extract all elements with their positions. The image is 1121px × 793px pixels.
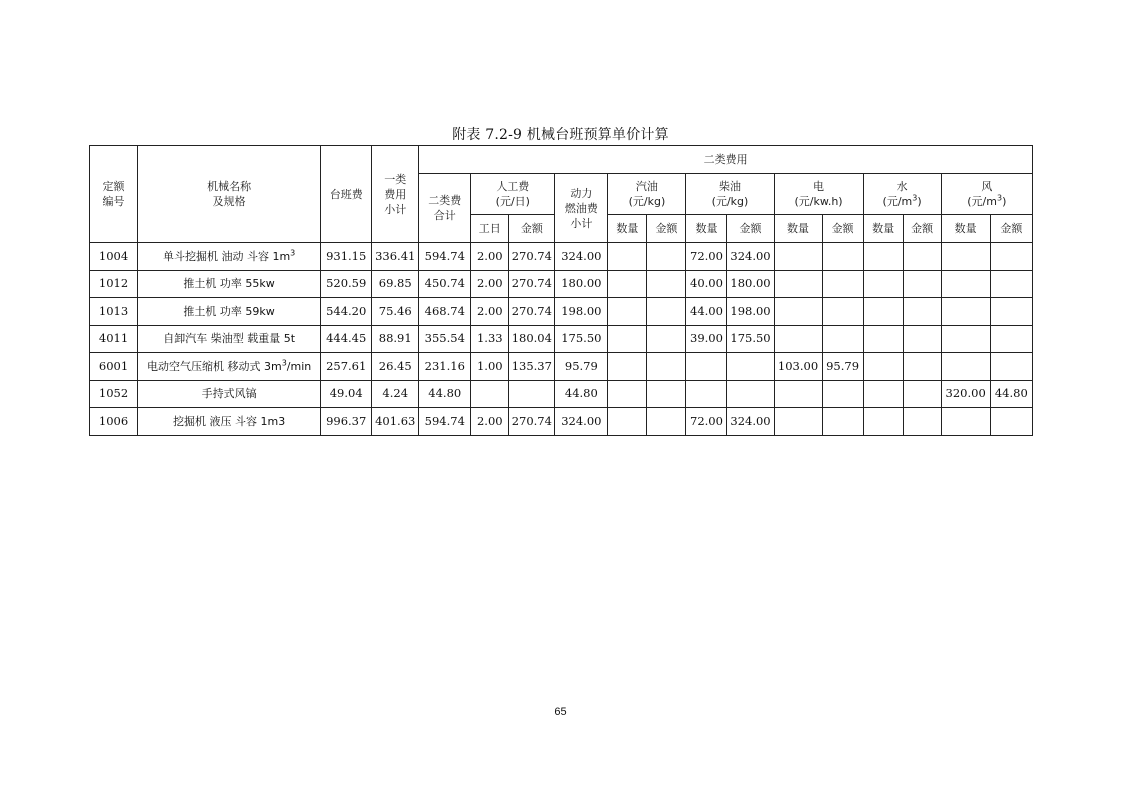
header-elec-amount: 金额 [822,215,863,243]
cell-code: 1013 [90,298,138,326]
cell-code: 1052 [90,380,138,408]
cell-fuel-subtotal: 180.00 [555,270,608,298]
cell-class1-subtotal: 88.91 [372,325,419,353]
cell-class1-subtotal: 4.24 [372,380,419,408]
cell-labor-workday: 1.00 [471,353,509,381]
machine-shift-budget-table [89,145,1033,436]
cell-class1-subtotal: 336.41 [372,243,419,271]
cell-elec-amount [822,408,863,436]
cell-wind-amount [990,408,1032,436]
cell-water-amount [903,243,941,271]
cell-diesel-amount: 180.00 [727,270,774,298]
header-code: 定额 编号 [90,146,138,243]
cell-name: 推土机 功率 55kw [138,270,321,298]
header-labor: 人工费 (元/日) [471,174,555,215]
cell-name: 手持式风镐 [138,380,321,408]
header-water-qty: 数量 [863,215,903,243]
header-gasoline-qty: 数量 [608,215,647,243]
cell-elec-amount [822,243,863,271]
cell-wind-qty [941,353,990,381]
cell-elec-amount [822,325,863,353]
header-row-1 [90,146,1033,174]
cell-water-qty [863,325,903,353]
cell-elec-qty [774,298,822,326]
cell-diesel-qty: 40.00 [686,270,727,298]
cell-gasoline-qty [608,408,647,436]
cell-diesel-amount: 324.00 [727,243,774,271]
cell-diesel-amount [727,380,774,408]
cell-diesel-qty: 72.00 [686,243,727,271]
cell-name: 电动空气压缩机 移动式 $3m^3/\min$ [138,353,321,381]
cell-shift-fee: 520.59 [321,270,372,298]
cell-class2-total: 450.74 [419,270,471,298]
cell-water-qty [863,380,903,408]
cell-elec-amount [822,270,863,298]
header-fuel-subtotal: 动力 燃油费 小计 [555,174,608,243]
cell-water-qty [863,298,903,326]
cell-class2-total: 468.74 [419,298,471,326]
cell-labor-workday [471,380,509,408]
cell-diesel-amount: 324.00 [727,408,774,436]
cell-class1-subtotal: 69.85 [372,270,419,298]
cell-class1-subtotal: 401.63 [372,408,419,436]
cell-shift-fee: 257.61 [321,353,372,381]
cell-elec-amount [822,298,863,326]
cell-code: 1006 [90,408,138,436]
cell-gasoline-qty [608,243,647,271]
cell-fuel-subtotal: 44.80 [555,380,608,408]
cell-diesel-qty [686,353,727,381]
cell-wind-qty [941,325,990,353]
header-diesel-qty: 数量 [686,215,727,243]
cell-gasoline-qty [608,325,647,353]
header-shift-fee: 台班费 [321,146,372,243]
cell-water-qty [863,270,903,298]
cell-diesel-qty: 39.00 [686,325,727,353]
cell-gasoline-amount [647,270,686,298]
table-row [90,380,1033,408]
table-row [90,353,1033,381]
cell-elec-qty [774,380,822,408]
cell-elec-qty [774,325,822,353]
cell-labor-amount: 270.74 [509,270,555,298]
header-gasoline: 汽油 (元/kg) [608,174,686,215]
cell-wind-qty [941,408,990,436]
header-water: 水 (元$/m^3$) [863,174,941,215]
cell-elec-qty [774,408,822,436]
cell-class2-total: 594.74 [419,243,471,271]
cell-labor-workday: 2.00 [471,408,509,436]
table-row [90,298,1033,326]
cell-elec-qty [774,270,822,298]
cell-name: 单斗挖掘机 油动 斗容 $1m^3$ [138,243,321,271]
cell-fuel-subtotal: 198.00 [555,298,608,326]
cell-wind-qty [941,298,990,326]
cell-class2-total: 231.16 [419,353,471,381]
cell-water-amount [903,298,941,326]
cell-name: 挖掘机 液压 斗容 1m3 [138,408,321,436]
cell-water-amount [903,353,941,381]
cell-shift-fee: 444.45 [321,325,372,353]
cell-elec-amount [822,380,863,408]
cell-water-qty [863,408,903,436]
cell-labor-workday: 2.00 [471,243,509,271]
cell-wind-amount [990,353,1032,381]
cell-wind-amount [990,325,1032,353]
header-electricity: 电 (元/kw.h) [774,174,863,215]
cell-diesel-amount: 198.00 [727,298,774,326]
cell-gasoline-qty [608,270,647,298]
cell-elec-qty: 103.00 [774,353,822,381]
cell-diesel-qty: 72.00 [686,408,727,436]
table-row [90,408,1033,436]
header-name: 机械名称 及规格 [138,146,321,243]
header-diesel: 柴油 (元/kg) [686,174,774,215]
cell-gasoline-amount [647,380,686,408]
cell-labor-amount: 270.74 [509,408,555,436]
header-labor-amount: 金额 [509,215,555,243]
cell-water-amount [903,325,941,353]
cell-fuel-subtotal: 95.79 [555,353,608,381]
header-diesel-amount: 金额 [727,215,774,243]
cell-gasoline-amount [647,353,686,381]
table-row [90,270,1033,298]
cell-water-qty [863,243,903,271]
table-row [90,325,1033,353]
cell-elec-qty [774,243,822,271]
cell-diesel-qty [686,380,727,408]
cell-wind-qty [941,270,990,298]
cell-labor-amount: 270.74 [509,243,555,271]
cell-gasoline-qty [608,380,647,408]
cell-labor-workday: 1.33 [471,325,509,353]
header-labor-workday: 工日 [471,215,509,243]
cell-wind-amount [990,298,1032,326]
cell-gasoline-qty [608,298,647,326]
cell-gasoline-amount [647,408,686,436]
cell-name: 自卸汽车 柴油型 载重量 5t [138,325,321,353]
header-class2-group: 二类费用 [419,146,1033,174]
cell-class1-subtotal: 75.46 [372,298,419,326]
cell-labor-amount: 135.37 [509,353,555,381]
cell-diesel-amount: 175.50 [727,325,774,353]
header-wind-amount: 金额 [990,215,1032,243]
cell-wind-qty [941,243,990,271]
table-title: 附表 7.2-9 机械台班预算单价计算 [452,127,669,143]
header-gasoline-amount: 金额 [647,215,686,243]
cell-code: 1012 [90,270,138,298]
page-number: 65 [554,706,567,718]
header-elec-qty: 数量 [774,215,822,243]
cell-labor-amount: 270.74 [509,298,555,326]
cell-fuel-subtotal: 175.50 [555,325,608,353]
header-water-amount: 金额 [903,215,941,243]
cell-gasoline-amount [647,298,686,326]
cell-wind-qty: 320.00 [941,380,990,408]
header-wind: 风 (元$/m^3$) [941,174,1032,215]
cell-labor-workday: 2.00 [471,270,509,298]
cell-water-amount [903,380,941,408]
cell-shift-fee: 996.37 [321,408,372,436]
cell-water-amount [903,408,941,436]
cell-class2-total: 594.74 [419,408,471,436]
cell-wind-amount [990,243,1032,271]
cell-class1-subtotal: 26.45 [372,353,419,381]
cell-fuel-subtotal: 324.00 [555,243,608,271]
cell-class2-total: 355.54 [419,325,471,353]
header-class1-subtotal: 一类 费用 小计 [372,146,419,243]
cell-gasoline-amount [647,243,686,271]
table-row [90,243,1033,271]
cell-shift-fee: 49.04 [321,380,372,408]
cell-gasoline-qty [608,353,647,381]
cell-labor-workday: 2.00 [471,298,509,326]
cell-elec-amount: 95.79 [822,353,863,381]
cell-water-amount [903,270,941,298]
cell-class2-total: 44.80 [419,380,471,408]
cell-wind-amount [990,270,1032,298]
cell-gasoline-amount [647,325,686,353]
cell-wind-amount: 44.80 [990,380,1032,408]
cell-diesel-amount [727,353,774,381]
cell-code: 6001 [90,353,138,381]
cell-shift-fee: 544.20 [321,298,372,326]
cell-water-qty [863,353,903,381]
cell-shift-fee: 931.15 [321,243,372,271]
cell-code: 1004 [90,243,138,271]
cell-labor-amount [509,380,555,408]
cell-code: 4011 [90,325,138,353]
cell-diesel-qty: 44.00 [686,298,727,326]
header-class2-total: 二类费 合计 [419,174,471,243]
cell-name: 推土机 功率 59kw [138,298,321,326]
header-wind-qty: 数量 [941,215,990,243]
cell-labor-amount: 180.04 [509,325,555,353]
cell-fuel-subtotal: 324.00 [555,408,608,436]
